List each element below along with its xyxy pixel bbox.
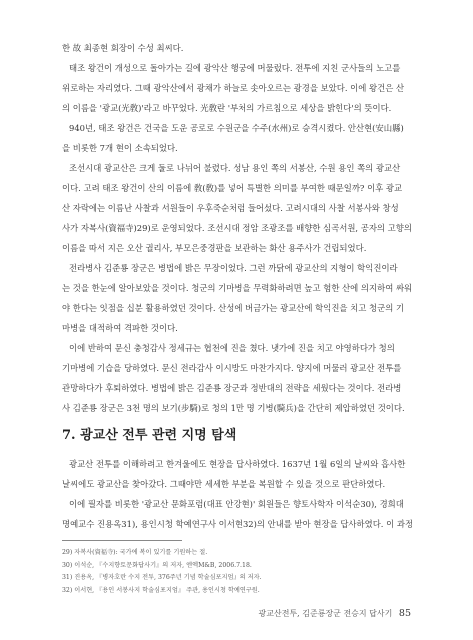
paragraph-line: 명예교수 진용옥31), 용인시청 학예연구사 이서현32)의 안내를 받아 현장을 답사하였다. 이 과정 xyxy=(62,519,414,529)
paragraph-line: 이다. 고려 태조 왕건이 산의 이름에 敎(敎)를 넣어 특별한 의미를 부여한 때문일까? 이후 광교 xyxy=(62,183,403,193)
paragraph-line: 위로하는 자리였다. 그때 광악산에서 광채가 하늘로 솟아오르는 광경을 보았다. 이에 왕건은 산 xyxy=(62,83,405,93)
paragraph-line: 사가 자복사(資福寺)29)로 운영되었다. 조선시대 정암 조광조를 배향한 심곡서원, 공자의 고향의 xyxy=(62,223,412,233)
paragraph-line: 의 이름을 '광교(光敎)'라고 바꾸었다. 光敎란 '부처의 가르침으로 세상을 밝힌다'의 뜻이다. xyxy=(62,103,392,113)
footnote: 29) 자복사(資福寺): 국가에 복이 있기를 기원하는 절. xyxy=(62,549,208,556)
paragraph-line: 날씨에도 광교산을 찾아갔다. 그때야만 세세한 부분을 복원할 수 있을 것으로 판단하였다. xyxy=(62,479,386,489)
paragraph-line: 을 비롯한 7개 현이 소속되었다. xyxy=(62,143,178,153)
paragraph-line: 관망하다가 후퇴하였다. 병법에 밝은 김준룡 장군과 정반대의 전략을 세웠다는 것이다. 전라병 xyxy=(62,383,402,393)
body-bottom-text xyxy=(62,454,414,534)
footnote-divider xyxy=(62,540,182,541)
paragraph-line: 전라병사 김준룡 장군은 병법에 밝은 무장이었다. 그런 까닭에 광교산의 지형이 학익진이라 xyxy=(69,263,398,273)
paragraph-line: 기마병에 기습을 당하였다. 문신 전라감사 이시방도 마찬가지다. 양지에 머물러 광교산 전투를 xyxy=(62,363,402,373)
footnote: 31) 진용옥, 『병자호란 수지 전투, 376주년 기념 학술심포지엄』의 저자. xyxy=(62,574,262,581)
paragraph-line: 마병을 대적하여 격파한 것이다. xyxy=(62,323,178,333)
paragraph-line: 이름을 따서 지은 오산 궐리사, 부모은중경판을 보관하는 화산 용주사가 건립되었다. xyxy=(62,243,367,253)
paragraph-line: 태조 왕건이 개성으로 돌아가는 길에 광악산 행궁에 머물렀다. 전투에 지친 군사들의 노고를 xyxy=(69,63,401,73)
paragraph-line: 조선시대 광교산은 크게 둘로 나뉘어 불렸다. 성남 용인 쪽의 서봉산, 수원 용인 쪽의 광교산 xyxy=(69,163,401,173)
running-title: 광교산전투, 김준룡장군 전승지 답사기 xyxy=(258,609,393,618)
paragraph-line: 940년, 태조 왕건은 건국을 도운 공로로 수원군을 수주(水州)로 승격시켰다. 안산현(安山縣) xyxy=(69,123,404,133)
paragraph-line: 는 것을 한눈에 알아보았을 것이다. 청군의 기마병을 무력화하려면 높고 험한 산에 의지하여 싸워 xyxy=(62,283,413,293)
page-footer xyxy=(259,608,411,619)
paragraph-line: 광교산 전투를 이해하려고 한겨울에도 현장을 답사하였다. 1637년 1월 6일의 날씨와 흡사한 xyxy=(69,459,406,469)
paragraph-line: 한 故 최종현 회장이 수성 최씨다. xyxy=(62,43,184,53)
paragraph-line: 이에 반하여 문신 충청감사 정세규는 협천에 진을 쳤다. 냇가에 진을 치고 야영하다가 청의 xyxy=(69,343,395,353)
footnote: 30) 이석순, 『수지향토문화답사기』의 저자, 엔엑M&B, 2006.7.18. xyxy=(62,561,252,569)
section-heading: 7. 광교산 전투 관련 지명 탐색 xyxy=(62,428,237,443)
page-number: 85 xyxy=(398,608,411,619)
paragraph-line: 이에 필자를 비롯한 '광교산 문화포럼(대표 안강현)' 회원들은 향토사학자 이석순30), 경희대 xyxy=(69,499,404,509)
footnote: 32) 이서현, 『용인 서봉사지 학술심포지엄』 주관, 용인시청 학예연구원. xyxy=(62,586,260,594)
footnotes xyxy=(62,547,412,597)
paragraph-line: 산 자락에는 이름난 사찰과 서원들이 우후죽순처럼 들어섰다. 고려시대의 사찰 서봉사와 창성 xyxy=(62,203,399,213)
paragraph-line: 야 한다는 잇점을 십분 활용하였던 것이다. 산성에 버금가는 광교산에 학익진을 치고 청군의 기 xyxy=(62,303,405,313)
paragraph-line: 사 김준룡 장군은 3천 명의 보기(步騎)로 청의 1만 명 기병(騎兵)을 간단히 제압하였던 것이다. xyxy=(62,403,405,413)
body-top-text xyxy=(62,38,414,418)
